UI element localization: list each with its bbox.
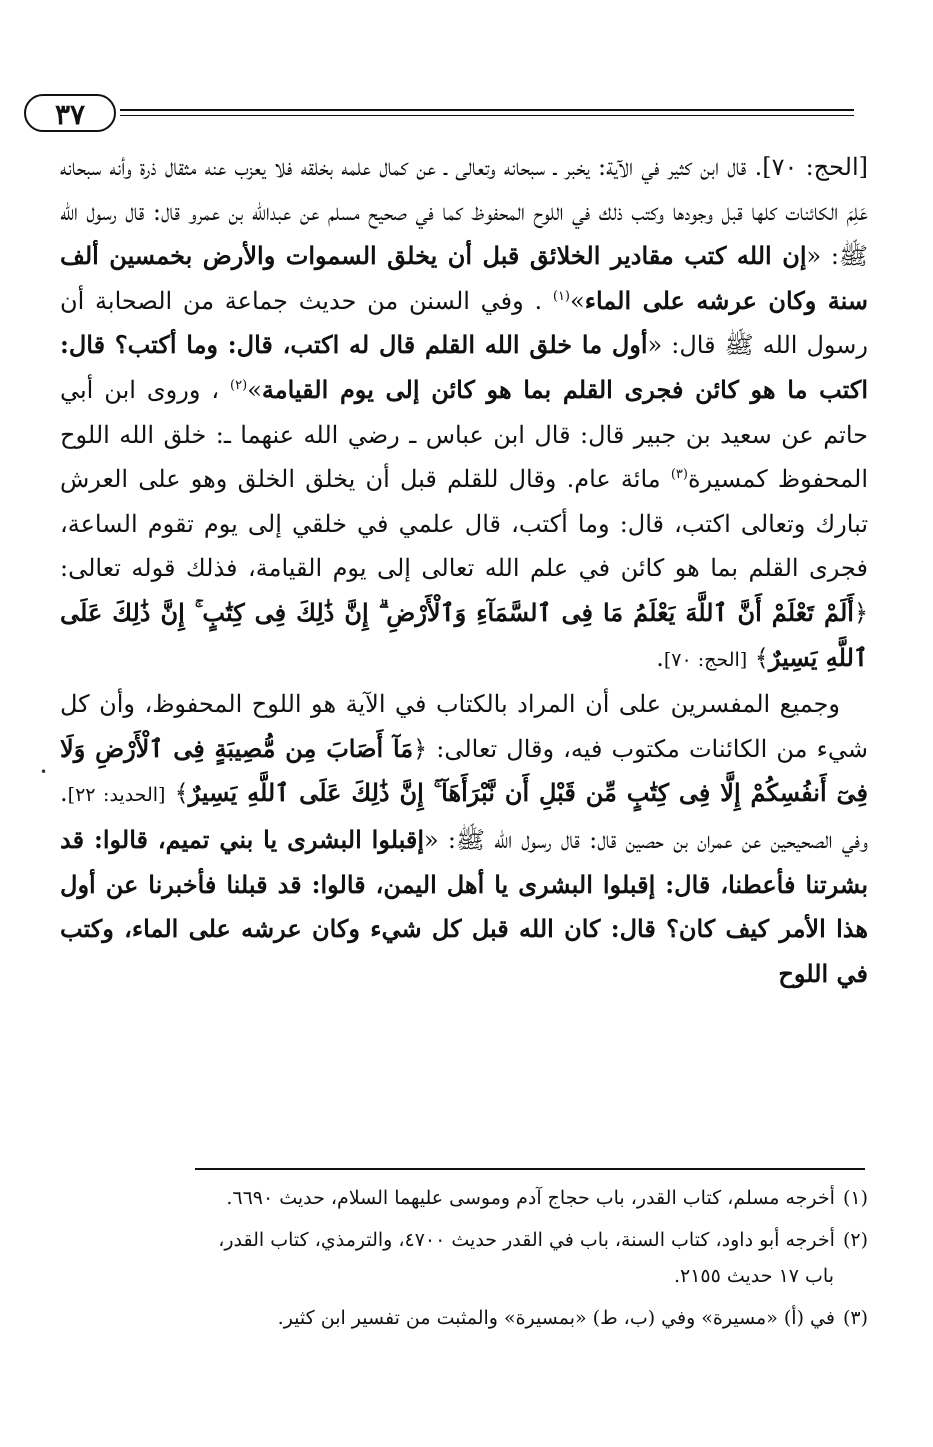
- footnote-separator: [195, 1168, 865, 1170]
- text-span: . وفي الصحيحين عن عمران بن حصين قال: قال رسول الله ﷺ: «: [60, 779, 868, 854]
- hadith-text: إقبلوا البشرى يا بني تميم، قالوا: قد بشرتنا فأعطنا، قال: إقبلوا البشرى يا أهل اليمن، قالوا: قد قبلنا فأخبرنا عن أول هذا الأمر كيف كان؟ قال: كان الله قبل كل شيء وكان عرشه على الماء، وكتب في اللوح: [60, 824, 868, 988]
- footnote-marker[interactable]: (١): [552, 288, 570, 304]
- quran-verse: أَلَمْ تَعْلَمْ أَنَّ ٱللَّهَ يَعْلَمُ مَا فِى ٱلسَّمَآءِ وَٱلْأَرْضِ ۗ إِنَّ ذَٰلِكَ فِى كِتَٰبٍ ۚ إِنَّ ذَٰلِكَ عَلَى ٱللَّهِ يَسِيرٌ: [60, 597, 868, 672]
- footnote-item: [60, 1300, 868, 1336]
- footnote-number: (١): [842, 1187, 868, 1209]
- margin-mark: •: [40, 765, 48, 779]
- page-number: ٣٧: [24, 94, 116, 132]
- text-span: ، وروى ابن أبي حاتم عن سعيد بن جبير قال: قال ابن عباس ـ رضي الله عنهما ـ: خلق الله اللوح المحفوظ كمسيرة: [60, 375, 868, 494]
- text-span: وجميع المفسرين على أن المراد بالكتاب في الآية هو اللوح المحفوظ، وأن كل شيء من الكائنات مكتوب فيه، وقال تعالى: ﴿: [60, 690, 868, 763]
- verse-reference: [الحج: ٧٠]: [663, 648, 748, 671]
- text-span: ﴾: [165, 779, 189, 808]
- text-span: ﴾: [747, 643, 769, 672]
- footnotes: [60, 1180, 868, 1342]
- paragraph-2: [60, 682, 868, 996]
- hadith-text: أول ما خلق الله القلم قال له اكتب، قال: وما أكتب؟ قال: اكتب ما هو كائن فجرى القلم بما هو كائن إلى يوم القيامة: [60, 330, 868, 404]
- footnote-number: (٣): [842, 1307, 868, 1329]
- hadith-text: إن الله كتب مقادير الخلائق قبل أن يخلق السموات والأرض بخمسين ألف سنة وكان عرشه على الماء: [60, 241, 868, 315]
- footnote-marker[interactable]: (٣): [670, 467, 688, 483]
- main-text: [60, 145, 868, 996]
- verse-reference: [الحديد: ٢٢]: [67, 784, 166, 807]
- footnote-text: أخرجه أبو داود، كتاب السنة، باب في القدر حديث ٤٧٠٠، والترمذي، كتاب القدر،: [218, 1229, 835, 1251]
- header-rule: [120, 109, 854, 111]
- header-rule-thin: [120, 115, 854, 116]
- text-span: . وفي السنن من حديث جماعة من الصحابة أن رسول الله ﷺ قال: «: [60, 286, 869, 360]
- footnote-continuation: باب ١٧ حديث ٢١٥٥.: [673, 1265, 834, 1287]
- text-span: مائة عام. وقال للقلم قبل أن يخلق الخلق وهو على العرش تبارك وتعالى اكتب، قال: وما أكتب، قال علمي في خلقي إلى يوم تقوم الساعة، فجرى القلم بما هو كائن في علم الله تعالى إلى يوم القيامة، فذلك قوله تعالى: ﴿: [60, 465, 868, 627]
- text-span: »: [570, 286, 585, 315]
- footnote-item: [60, 1180, 868, 1216]
- text-span: .: [656, 643, 664, 672]
- footnote-marker[interactable]: (٢): [230, 377, 248, 393]
- quran-verse: مَآ أَصَابَ مِن مُّصِيبَةٍ فِى ٱلْأَرْضِ وَلَا فِىٓ أَنفُسِكُمْ إِلَّا فِى كِتَٰبٍ مِّن قَبْلِ أَن نَّبْرَأَهَآ ۚ إِنَّ ذَٰلِكَ عَلَى ٱللَّهِ يَسِيرٌ: [60, 733, 868, 808]
- footnote-text: أخرجه مسلم، كتاب القدر، باب حجاج آدم وموسى عليهما السلام، حديث ٦٦٩٠.: [226, 1187, 835, 1209]
- text-span: »: [247, 375, 262, 404]
- page-header: [24, 94, 854, 138]
- text-span: [الحج: ٧٠]. قال ابن كثير في الآية: يخبر ـ سبحانه وتعالى ـ عن كمال علمه بخلقه فلا يعزب عنه مثقال ذرة وأنه سبحانه عَلِمَ الكائنات كلها قبل وجودها وكتب ذلك في اللوح المحفوظ كما في صحيح مسلم عن عبدالله بن عمرو قال: قال رسول الله ﷺ: «: [60, 153, 868, 271]
- footnote-number: (٢): [842, 1229, 868, 1251]
- footnote-text: في (أ) «مسيرة» وفي (ب، ط) «بمسيرة» والمثبت من تفسير ابن كثير.: [277, 1307, 835, 1329]
- footnote-item: [60, 1222, 868, 1294]
- paragraph-1: [60, 145, 868, 682]
